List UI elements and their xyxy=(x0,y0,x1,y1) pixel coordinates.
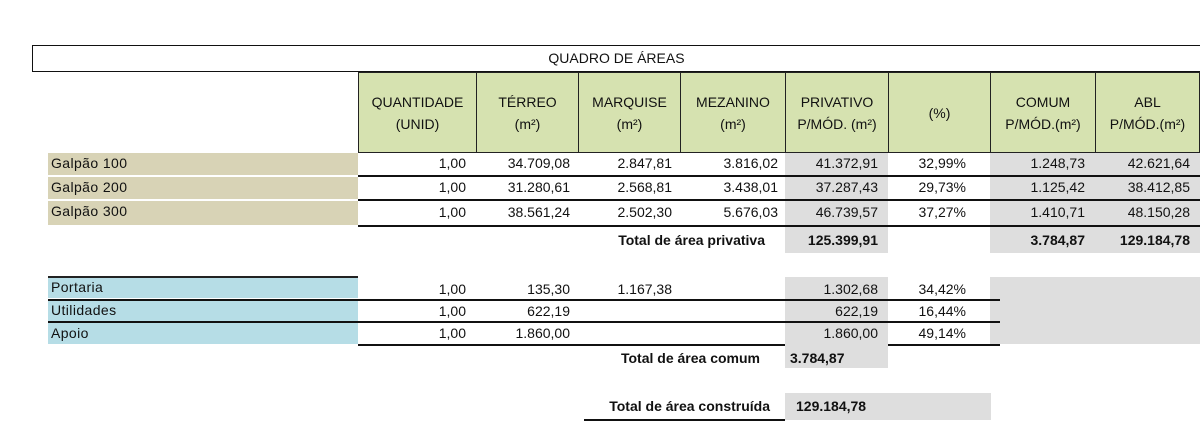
common-right-shade xyxy=(990,277,1200,344)
cell-comum: 1.248,73 xyxy=(1030,155,1085,171)
row-divider xyxy=(358,199,1200,201)
cell-terreo: 622,19 xyxy=(527,303,570,319)
header-line-1: PRIVATIVO xyxy=(800,93,874,110)
cell-pct: 16,44% xyxy=(918,303,966,319)
header-privativo xyxy=(785,72,888,153)
row-divider xyxy=(48,299,1000,301)
total-private-abl: 129.184,78 xyxy=(1119,232,1190,248)
header-line-1: ABL xyxy=(1134,93,1161,110)
row-label: Apoio xyxy=(48,323,358,344)
row-divider xyxy=(48,276,358,278)
total-common-label: Total de área comum xyxy=(620,350,760,366)
cell-pct: 34,42% xyxy=(918,281,966,297)
header-line-1: COMUM xyxy=(1015,93,1071,110)
row-divider xyxy=(358,175,1200,177)
header-line-2: P/MÓD.(m²) xyxy=(1109,115,1186,132)
row-label: Portaria xyxy=(48,277,358,298)
row-label: Galpão 300 xyxy=(48,201,358,225)
cell-pct: 37,27% xyxy=(918,204,966,220)
cell-marquise: 2.847,81 xyxy=(617,155,672,171)
cell-qty: 1,00 xyxy=(438,325,466,341)
header-line-1: TÉRREO xyxy=(498,93,557,110)
header-percent xyxy=(888,72,990,153)
cell-marquise: 2.568,81 xyxy=(617,179,672,195)
header-line-2: (UNID) xyxy=(395,115,440,132)
cell-privativo: 1.302,68 xyxy=(823,281,878,297)
cell-abl: 38.412,85 xyxy=(1127,179,1190,195)
cell-privativo: 46.739,57 xyxy=(815,204,878,220)
total-private-privativo: 125.399,91 xyxy=(807,232,878,248)
cell-mezanino: 3.438,01 xyxy=(723,179,778,195)
cell-terreo: 31.280,61 xyxy=(507,179,570,195)
cell-mezanino: 5.676,03 xyxy=(723,204,778,220)
total-built-value: 129.184,78 xyxy=(796,398,867,414)
header-marquise xyxy=(578,72,680,153)
header-comum xyxy=(990,72,1095,153)
header-line-1: MARQUISE xyxy=(592,93,667,110)
table-title: QUADRO DE ÁREAS xyxy=(32,45,1200,72)
header-line-2: P/MÓD.(m²) xyxy=(1005,115,1081,132)
header-line-2: (m²) xyxy=(514,115,541,132)
header-line-1: QUANTIDADE xyxy=(371,93,464,110)
total-private-label: Total de área privativa xyxy=(618,232,765,248)
cell-qty: 1,00 xyxy=(438,303,466,319)
cell-privativo: 37.287,43 xyxy=(815,179,878,195)
cell-qty: 1,00 xyxy=(438,155,466,171)
cell-pct: 49,14% xyxy=(918,325,966,341)
total-built-underline xyxy=(584,419,785,421)
cell-terreo: 135,30 xyxy=(527,281,570,297)
row-divider xyxy=(358,225,1200,227)
cell-terreo: 34.709,08 xyxy=(507,155,570,171)
cell-comum: 1.410,71 xyxy=(1030,204,1085,220)
cell-marquise: 2.502,30 xyxy=(617,204,672,220)
total-common-value: 3.784,87 xyxy=(790,350,845,366)
cell-privativo: 41.372,91 xyxy=(815,155,878,171)
row-label: Galpão 100 xyxy=(48,153,358,175)
cell-privativo: 1.860,00 xyxy=(823,325,878,341)
cell-marquise: 1.167,38 xyxy=(617,281,672,297)
row-label: Galpão 200 xyxy=(48,177,358,199)
cell-qty: 1,00 xyxy=(438,204,466,220)
cell-qty: 1,00 xyxy=(438,179,466,195)
cell-comum: 1.125,42 xyxy=(1030,179,1085,195)
cell-abl: 48.150,28 xyxy=(1127,204,1190,220)
cell-pct: 29,73% xyxy=(918,179,966,195)
header-mezanino xyxy=(680,72,785,153)
header-line-1: (%) xyxy=(928,104,951,121)
cell-qty: 1,00 xyxy=(438,281,466,297)
cell-terreo: 1.860,00 xyxy=(515,325,570,341)
header-terreo xyxy=(476,72,578,153)
cell-abl: 42.621,64 xyxy=(1127,155,1190,171)
cell-pct: 32,99% xyxy=(918,155,966,171)
cell-terreo: 38.561,24 xyxy=(507,204,570,220)
row-divider xyxy=(48,321,1000,323)
header-quantidade xyxy=(358,72,476,153)
header-line-2: (m²) xyxy=(616,115,643,132)
header-abl xyxy=(1095,72,1200,153)
cell-privativo: 622,19 xyxy=(835,303,878,319)
total-private-comum: 3.784,87 xyxy=(1030,232,1085,248)
header-line-2: (m²) xyxy=(720,115,746,132)
total-built-label: Total de área construída xyxy=(609,398,770,414)
row-label: Utilidades xyxy=(48,300,358,321)
row-divider xyxy=(358,344,1000,346)
cell-mezanino: 3.816,02 xyxy=(723,155,778,171)
header-line-1: MEZANINO xyxy=(696,93,770,110)
header-line-2: P/MÓD. (m²) xyxy=(797,115,877,132)
